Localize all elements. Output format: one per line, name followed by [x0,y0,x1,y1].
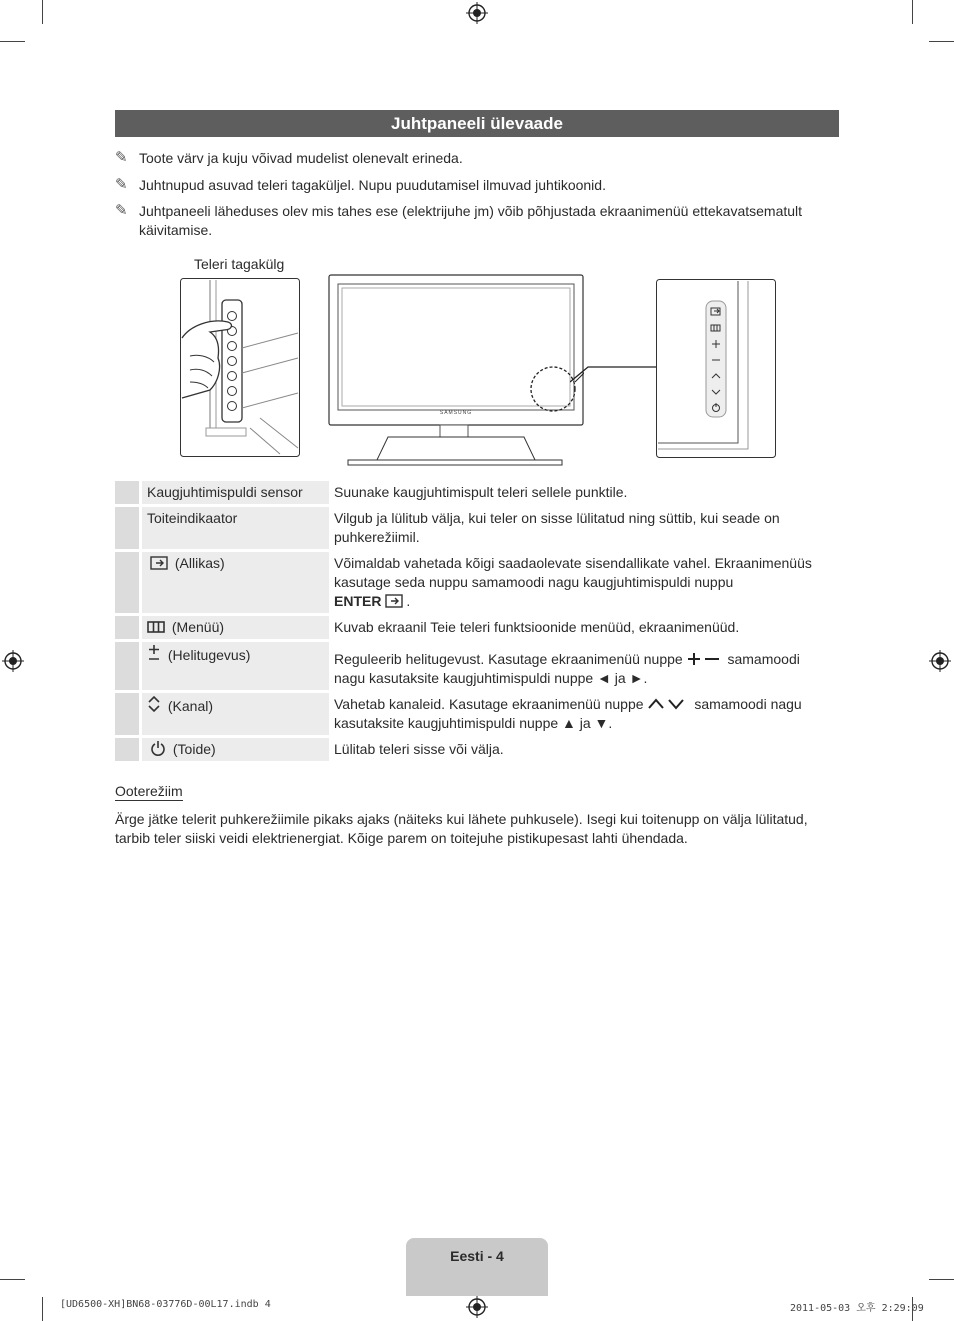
control-description: Suunake kaugjuhtimispult teleri sellele punktile. [329,481,839,504]
row-marker [115,693,139,735]
control-name: Toiteindikaator [139,507,329,549]
source-icon [150,556,168,570]
footer-timestamp: 2011-05-03 오후 2:29:09 [790,1303,924,1314]
menu-icon [147,620,165,634]
table-row [115,693,839,735]
registration-mark-icon [466,2,488,24]
crop-mark [0,41,25,42]
control-description: Kuvab ekraanil Teie teleri funktsioonide menüüd, ekraanimenüüd. [329,616,839,639]
channel-icon [147,695,161,713]
pencil-note-icon: ✎ [115,176,128,193]
control-description: Vahetab kanaleid. Kasutage ekraanimenüü nuppe samamoodi nagu kasutaksite kaugjuhtimispuldi nuppe ▲ ja ▼. [329,693,839,735]
control-description: Vilgub ja lülitub välja, kui teler on sisse lülitatud ning süttib, kui seade on puhkerežiimil. [329,507,839,549]
control-name: (Toide) [139,738,329,761]
table-row [115,738,839,761]
page-title: Juhtpaneeli ülevaade [115,110,839,137]
footer-file-info: [UD6500-XH]BN68-03776D-00L17.indb 4 [60,1299,271,1310]
crop-mark [42,0,43,24]
control-description: Võimaldab vahetada kõigi saadaolevate sisendallikate vahel. Ekraanimenüüs kasutage seda nuppu samamoodi nagu kaugjuhtimispuldi nuppu ENTER . [329,552,839,613]
power-icon [150,740,166,756]
control-description: Reguleerib helitugevust. Kasutage ekraanimenüü nuppe samamoodi nagu kasutaksite kaugjuhtimispuldi nuppe ◄ ja ►. [329,642,839,690]
crop-mark [42,1297,43,1321]
plus-minus-icon [687,652,721,666]
row-marker [115,507,139,549]
crop-mark [0,1279,25,1280]
control-name: (Helitugevus) [139,642,329,690]
table-row [115,507,839,549]
back-side-label: Teleri tagakülg [194,256,285,272]
table-row [115,642,839,690]
table-row [115,552,839,613]
row-marker [115,481,139,504]
control-table [115,478,839,764]
pencil-note-icon: ✎ [115,149,128,166]
row-marker [115,616,139,639]
table-row [115,481,839,504]
note-text: Toote värv ja kuju võivad mudelist olenevalt erineda. [139,150,463,166]
control-name: Kaugjuhtimispuldi sensor [139,481,329,504]
registration-mark-icon [2,650,24,672]
callout-line [570,360,660,385]
crop-mark [929,1279,954,1280]
control-description: Lülitab teleri sisse või välja. [329,738,839,761]
control-panel-zoom-illustration [656,279,776,458]
note-text: Juhtnupud asuvad teleri tagaküljel. Nupu puudutamisel ilmuvad juhtikoonid. [139,177,606,193]
tv-back-hand-illustration [180,278,300,457]
enter-key-label: ENTER [334,593,382,609]
control-name: (Allikas) [139,552,329,613]
registration-mark-icon [929,650,951,672]
note [115,149,839,168]
standby-text: Ärge jätke telerit puhkerežiimile pikaks ajaks (näiteks kui lähete puhkusele). Isegi kui toitenupp on välja lülitatud, tarbib teler siiski veidi elektrienergiat. Kõige parem on toitejuhe pistikupesast lahti ühendada. [115,811,808,846]
crop-mark [912,0,913,24]
row-marker [115,642,139,690]
row-marker [115,552,139,613]
page-number: Eesti - 4 [406,1238,548,1296]
row-marker [115,738,139,761]
standby-heading: Ooterežiim [115,783,183,799]
table-row [115,616,839,639]
volume-icon [147,644,161,662]
note [115,176,839,195]
registration-mark-icon [466,1296,488,1318]
control-name: (Kanal) [139,693,329,735]
up-down-icon [647,697,687,711]
control-name: (Menüü) [139,616,329,639]
pencil-note-icon: ✎ [115,202,128,219]
note-text: Juhtpaneeli läheduses olev mis tahes ese (elektrijuhe jm) võib põhjustada ekraanimenüü ettekavatsematult käivitamise. [139,203,803,238]
note [115,202,839,240]
crop-mark [929,41,954,42]
brand-logo: SAMSUNG [439,410,473,416]
enter-source-icon [385,594,403,608]
tv-front-illustration [328,274,584,467]
